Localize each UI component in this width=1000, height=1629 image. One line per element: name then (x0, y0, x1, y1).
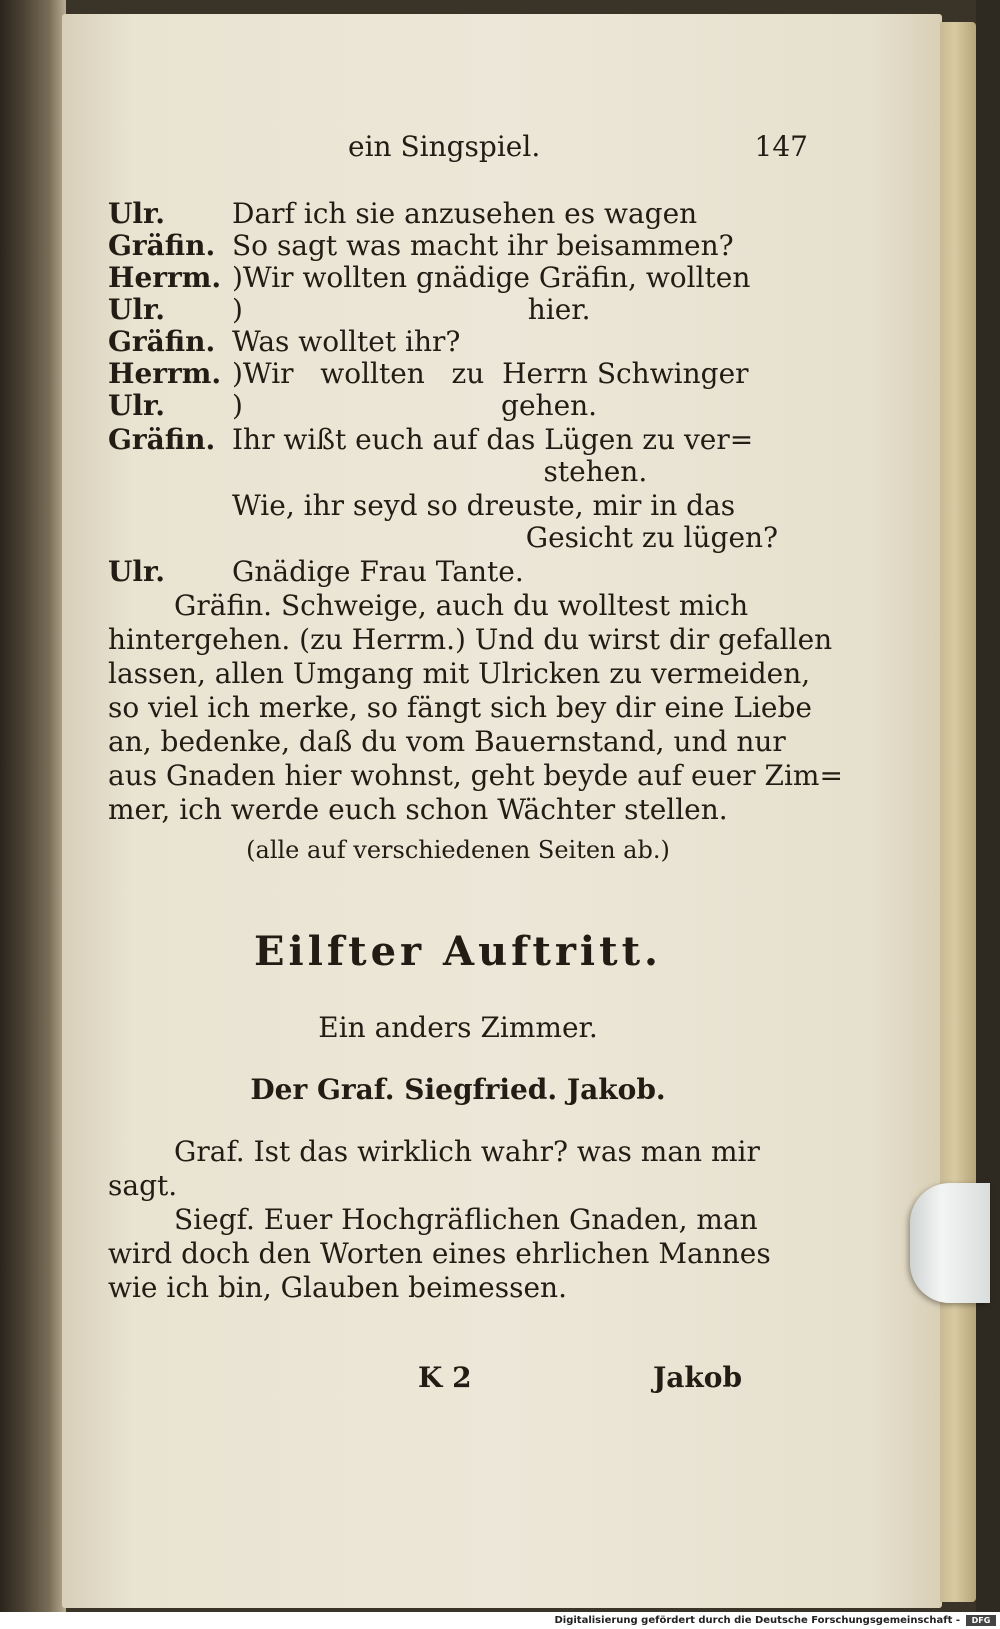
page-stack-edge (940, 22, 976, 1602)
page-clip (910, 1183, 990, 1303)
dialogue-line: Herrm. )Wir wollten zu Herrn Schwinger (108, 357, 749, 390)
prose-line: so viel ich merke, so fängt sich bey dir eine Liebe (108, 691, 812, 724)
book-outer-edge (976, 0, 1000, 1612)
dialogue-line: wie ich bin, Glauben beimessen. (108, 1271, 567, 1304)
prose-line: lassen, allen Umgang mit Ulricken zu vermeiden, (108, 657, 811, 690)
dialogue-line: Gräfin. Ihr wißt euch auf das Lügen zu ver= (108, 423, 754, 456)
dialogue-line: stehen. (232, 455, 648, 488)
scene-heading: Eilfter Auftritt. (254, 928, 662, 975)
dialogue-line: Gräfin. So sagt was macht ihr beisammen? (108, 229, 734, 262)
dialogue-line: sagt. (108, 1169, 178, 1202)
dialogue-line: Gesicht zu lügen? (232, 521, 779, 554)
scene-persons: Der Graf. Siegfried. Jakob. (250, 1073, 666, 1106)
page-header (108, 130, 808, 164)
dialogue-line: Wie, ihr seyd so dreuste, mir in das (232, 489, 736, 522)
dialogue-line: Ulr. Gnädige Frau Tante. (108, 555, 524, 588)
dialogue-line: Siegf. Euer Hochgräflichen Gnaden, man (174, 1203, 758, 1236)
dialogue-line: Ulr. Darf ich sie anzusehen es wagen (108, 197, 698, 230)
dfg-logo: DFG (966, 1615, 996, 1626)
catchword: Jakob (653, 1361, 743, 1394)
stage-direction: (alle auf verschiedenen Seiten ab.) (246, 836, 670, 864)
book-gutter (0, 0, 66, 1612)
dialogue-line: wird doch den Worten eines ehrlichen Mannes (108, 1237, 771, 1270)
dialogue-line: Ulr. ) gehen. (108, 389, 598, 422)
scene-place: Ein anders Zimmer. (318, 1011, 598, 1044)
dialogue-line: Gräfin. Was wolltet ihr? (108, 325, 461, 358)
running-title: ein Singspiel. (348, 130, 541, 163)
prose-line: mer, ich werde euch schon Wächter stellen. (108, 793, 728, 826)
signature-mark: K 2 (418, 1361, 472, 1394)
dialogue-line: Herrm. )Wir wollten gnädige Gräfin, wollten (108, 261, 751, 294)
dialogue-line: Graf. Ist das wirklich wahr? was man mir (174, 1135, 760, 1168)
prose-line: hintergehen. (zu Herrm.) Und du wirst dir gefallen (108, 623, 833, 656)
page-number: 147 (754, 130, 808, 163)
prose-line: aus Gnaden hier wohnst, geht beyde auf euer Zim= (108, 759, 843, 792)
dialogue-line: Ulr. ) hier. (108, 293, 591, 326)
digitization-footer (0, 1612, 1000, 1629)
footer-credit: Digitalisierung gefördert durch die Deutsche Forschungsgemeinschaft - (554, 1615, 960, 1626)
prose-line: Gräfin. Schweige, auch du wolltest mich (174, 589, 749, 622)
prose-line: an, bedenke, daß du vom Bauernstand, und nur (108, 725, 786, 758)
